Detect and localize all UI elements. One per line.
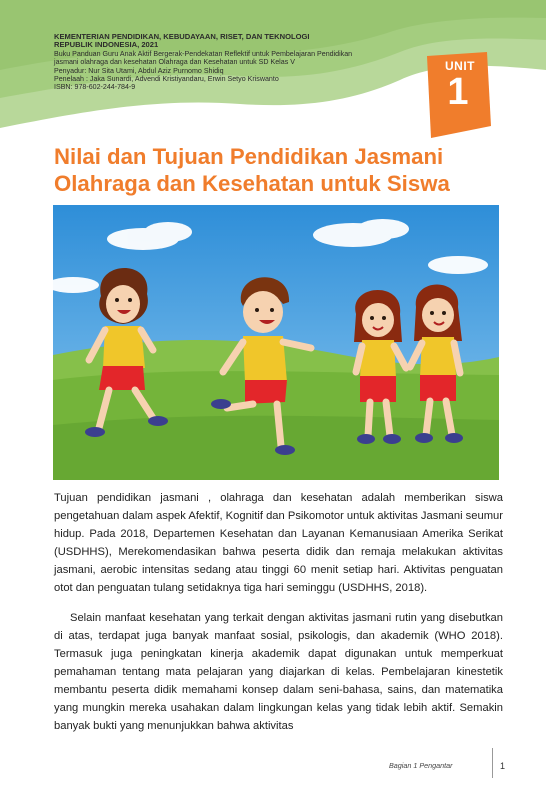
paragraph-1: Tujuan pendidikan jasmani , olahraga dan kesehatan adalah memberikan siswa pengetahuan dalam aspek Afektif, Kognitif dan Psikomotor untuk aktivitas Jasmani seumur hidup. Pada 2018, Departemen Kesehatan dan Layanan Kemanusiaan Amerika Serikat (USDHHS), Merekomendasikan bahwa peserta didik dan remaja melakukan aktivitas jasmani, aerobic intensitas sedang atau tinggi 60 menit setiap hari. Aktivitas penguatan otot dan penguatan tulang setidaknya tiga hari seminggu (USDHHS, 2018).: [54, 492, 503, 595]
page-title-line-2: Olahraga dan Kesehatan untuk Siswa: [54, 171, 450, 196]
footer-section-label: Bagian 1 Pengantar: [389, 761, 453, 770]
book-title-line-2: jasmani olahraga dan kesehatan Olahraga dan Kesehatan untuk SD Kelas V: [54, 58, 295, 67]
footer-divider: [492, 748, 493, 778]
body-text: [54, 489, 503, 746]
publication-metadata: [54, 33, 414, 92]
unit-number: 1: [447, 71, 469, 113]
isbn-line: ISBN: 978-602-244-784-9: [54, 83, 136, 92]
reviewers-line: Penelaah : Jaka Sunardi, Advendi Kristiyandaru, Erwin Setyo Kriswanto: [54, 75, 279, 84]
authors-line: Penyadur: Nur Sita Utami, Abdul Aziz Purnomo Shidiq: [54, 66, 224, 75]
page-title-line-1: Nilai dan Tujuan Pendidikan Jasmani: [54, 144, 444, 169]
illustration-scene: [53, 205, 499, 480]
page-title: [54, 143, 524, 197]
page-number: 1: [500, 761, 506, 771]
publisher-line-2: REPUBLIK INDONESIA, 2021: [54, 40, 159, 50]
publisher-line-1: KEMENTERIAN PENDIDIKAN, KEBUDAYAAN, RISET, DAN TEKNOLOGI: [54, 32, 310, 41]
book-title-line-1: Buku Panduan Guru Anak Aktif Bergerak-Pendekatan Reflektif untuk Pembelajaran Pendidikan: [54, 49, 353, 58]
unit-label: UNIT: [445, 59, 475, 73]
children-playing-illustration: [53, 205, 499, 480]
paragraph-2: Selain manfaat kesehatan yang terkait dengan aktivitas jasmani rutin yang disebutkan di atas, terdapat juga banyak manfaat sosial, psikologis, dan akademik (WHO 2018). Termasuk juga peningkatan kinerja akademik dapat digunakan untuk memperkuat pemahaman tentang mata pelajaran yang diajarkan di kelas. Pembelajaran kinestetik membantu peserta didik memahami konsep dalam seni-bahasa, sains, dan matematika yang mungkin mereka usahakan dalam lingkungan kelas yang tidak lebih aktif. Semakin banyak bukti yang menunjukkan bahwa aktivitas: [54, 611, 503, 733]
